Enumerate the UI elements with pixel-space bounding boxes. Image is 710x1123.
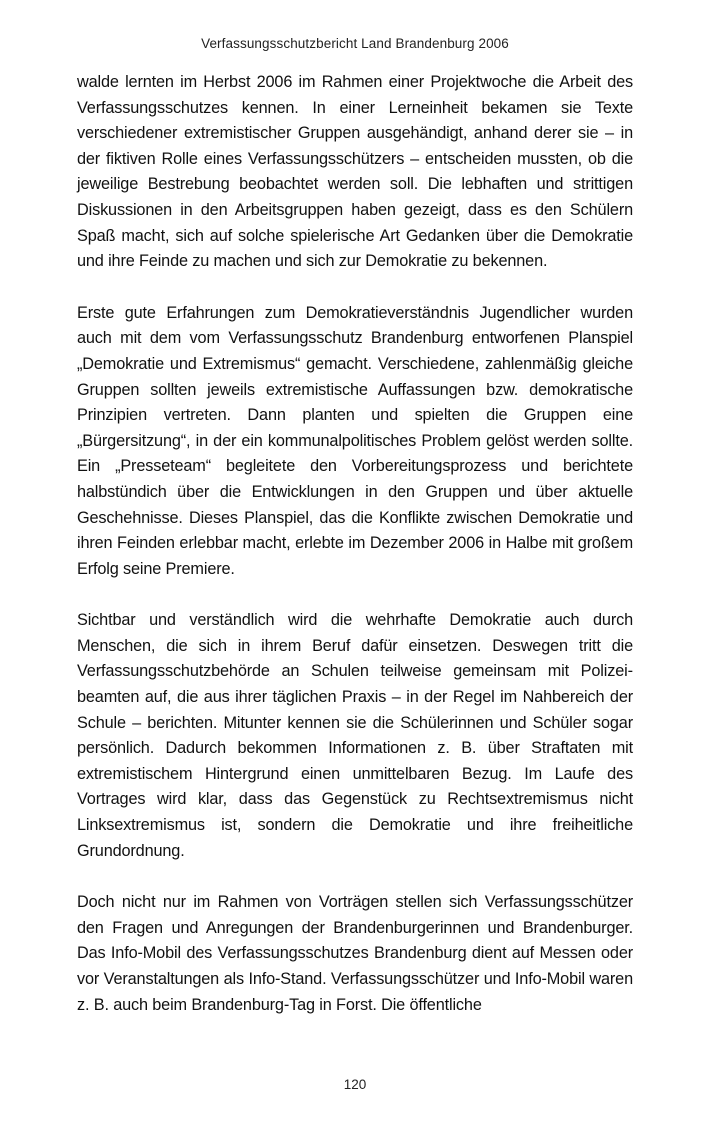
- paragraph-projektwoche: walde lernten im Herbst 2006 im Rahmen einer Projektwoche die Arbeit des Verfassungsschutzes kennen. In einer Lerneinheit bekamen sie Texte verschiedener extremistischer Gruppen ausgehändigt, anhand derer sie – in der fiktiven Rolle eines Verfassungsschützers – entscheiden mussten, ob die jeweilige Bestrebung beobachtet werden soll. Die lebhaften und strittigen Diskussionen in den Arbeitsgruppen haben gezeigt, dass es den Schülern Spaß macht, sich auf solche spielerische Art Gedanken über die Demokratie und ihre Feinde zu machen und sich zur Demokratie zu bekennen.: [77, 73, 633, 271]
- page-number: 120: [343, 1077, 367, 1092]
- paragraph-wehrhafte-demokratie: Sichtbar und verständlich wird die wehrhafte Demokratie auch durch Menschen, die sich in ihrem Beruf dafür einsetzen. Deswegen tritt die Verfassungsschutzbehörde an Schulen teilweise gemeinsam mit Polizeibeamten auf, die aus ihrer täglichen Praxis – in der Regel im Nahbereich der Schule – berichten. Mitunter kennen sie die Schülerinnen und Schüler sogar persönlich. Dadurch bekommen Informationen z. B. über Straftaten mit extremistischem Hintergrund einen unmittelbaren Bezug. Im Laufe des Vortrages wird klar, dass das Gegenstück zu Rechtsextremismus nicht Linksextremismus ist, sondern die Demokratie und ihre freiheitliche Grundordnung.: [77, 611, 633, 860]
- paragraph-info-mobil: Doch nicht nur im Rahmen von Vorträgen stellen sich Verfassungsschützer den Fragen und Anregungen der Brandenburgerinnen und Brandenburger. Das Info-Mobil des Verfassungsschutzes Brandenburg dient auf Messen oder vor Veranstaltungen als Info-Stand. Verfassungsschützer und Info-Mobil waren z. B. auch beim Brandenburg-Tag in Forst. Die öffentliche: [77, 893, 633, 1014]
- running-header: Verfassungsschutzbericht Land Brandenburg 2006: [201, 36, 509, 51]
- paragraph-planspiel: Erste gute Erfahrungen zum Demokratieverständnis Jugendlicher wurden auch mit dem vom Verfassungsschutz Brandenburg entworfenen Planspiel „Demokratie und Extremismus“ gemacht. Verschiedene, zahlenmäßig gleiche Gruppen sollten jeweils extremistische Auffassungen bzw. demokratische Prinzipien vertreten. Dann planten und spielten die Gruppen eine „Bürgersitzung“, in der ein kommunalpolitisches Problem gelöst werden sollte. Ein „Presseteam“ begleitete den Vorbereitungsprozess und berichtete halbstündich über die Entwicklungen in den Gruppen und über aktuelle Geschehnisse. Dieses Planspiel, das die Konflikte zwischen Demokratie und ihren Feinden erlebbar macht, erlebte im Dezember 2006 in Halbe mit großem Erfolg seine Premiere.: [77, 303, 633, 578]
- body-text: [77, 70, 633, 1018]
